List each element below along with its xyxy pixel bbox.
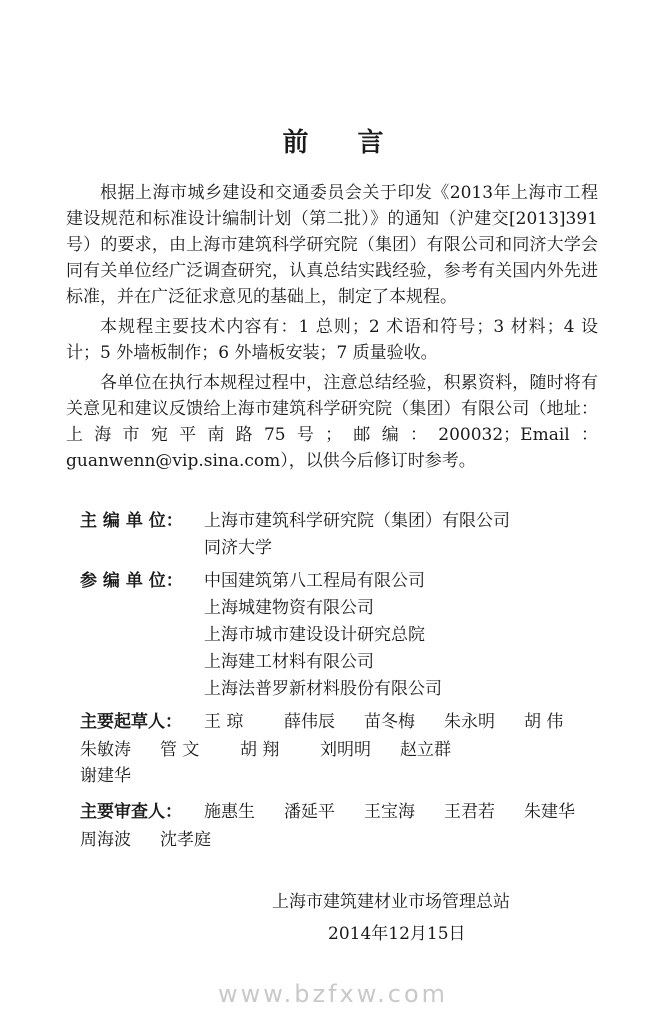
chief-editors-label: 主 编 单 位：	[80, 511, 183, 531]
signature-organization: 上海市建筑建材业市场管理总站	[272, 892, 510, 912]
person-name: 胡 伟	[524, 712, 564, 732]
reviewers-row	[80, 799, 600, 825]
chief-editors-list	[204, 508, 600, 562]
person-name: 沈孝庭	[160, 830, 211, 850]
participants-list	[204, 568, 600, 703]
list-item: 上海城建物资有限公司	[204, 598, 374, 618]
person-name: 潘延平	[284, 802, 335, 822]
signature-date: 2014年12月15日	[328, 924, 466, 944]
reviewers-list	[204, 799, 604, 825]
list-item: 上海建工材料有限公司	[204, 652, 374, 672]
person-name: 王宝海	[364, 802, 415, 822]
person-name: 王 琼	[204, 712, 244, 732]
person-name: 苗冬梅	[364, 712, 415, 732]
drafters-list	[204, 709, 604, 735]
foreword-body	[66, 180, 598, 474]
person-name: 王君若	[444, 802, 495, 822]
reviewers-list-continued	[80, 827, 480, 853]
participants-label: 参 编 单 位：	[80, 571, 183, 591]
person-name: 管 文	[160, 740, 200, 760]
reviewers-label: 主要审查人：	[80, 802, 182, 822]
person-name: 薛伟辰	[284, 712, 335, 732]
watermark-text: www.bzfxw.com	[217, 980, 449, 1008]
person-name: 刘明明	[320, 740, 371, 760]
list-item: 上海市建筑科学研究院（集团）有限公司	[204, 511, 510, 531]
paragraph: 各单位在执行本规程过程中，注意总结经验，积累资料，随时将有关意见和建议反馈给上海市建筑科学研究院（集团）有限公司（地址：上海市宛平南路75号；邮编：200032；Email：guanwenn@vip.sina.com），以供今后修订时参考。	[66, 373, 598, 471]
list-item: 上海市城市建设设计研究总院	[204, 625, 425, 645]
person-name: 施惠生	[204, 802, 255, 822]
person-name: 朱敏涛	[80, 740, 131, 760]
chief-editors-row	[80, 508, 600, 562]
person-name: 赵立群	[400, 740, 451, 760]
person-name: 朱永明	[444, 712, 495, 732]
drafters-row	[80, 709, 600, 735]
drafters-label: 主要起草人：	[80, 712, 182, 732]
paragraph: 本规程主要技术内容有：1 总则；2 术语和符号；3 材料；4 设计；5 外墙板制作；6 外墙板安装；7 质量验收。	[66, 317, 598, 363]
person-name: 胡 翔	[240, 740, 280, 760]
person-name: 周海波	[80, 830, 131, 850]
participants-row	[80, 568, 600, 703]
list-item: 上海法普罗新材料股份有限公司	[204, 679, 442, 699]
person-name: 朱建华	[524, 802, 575, 822]
list-item: 中国建筑第八工程局有限公司	[204, 571, 425, 591]
paragraph: 根据上海市城乡建设和交通委员会关于印发《2013年上海市工程建设规范和标准设计编制计划（第二批）》的通知（沪建交[2013]391号）的要求，由上海市建筑科学研究院（集团）有限公司和同济大学会同有关单位经广泛调查研究，认真总结实践经验，参考有关国内外先进标准，并在广泛征求意见的基础上，制定了本规程。	[66, 183, 598, 307]
contributors-section	[80, 508, 600, 853]
list-item: 同济大学	[204, 538, 272, 558]
page-title: 前 言	[282, 128, 404, 158]
person-name: 谢建华	[80, 766, 131, 786]
drafters-list-continued	[80, 737, 480, 789]
